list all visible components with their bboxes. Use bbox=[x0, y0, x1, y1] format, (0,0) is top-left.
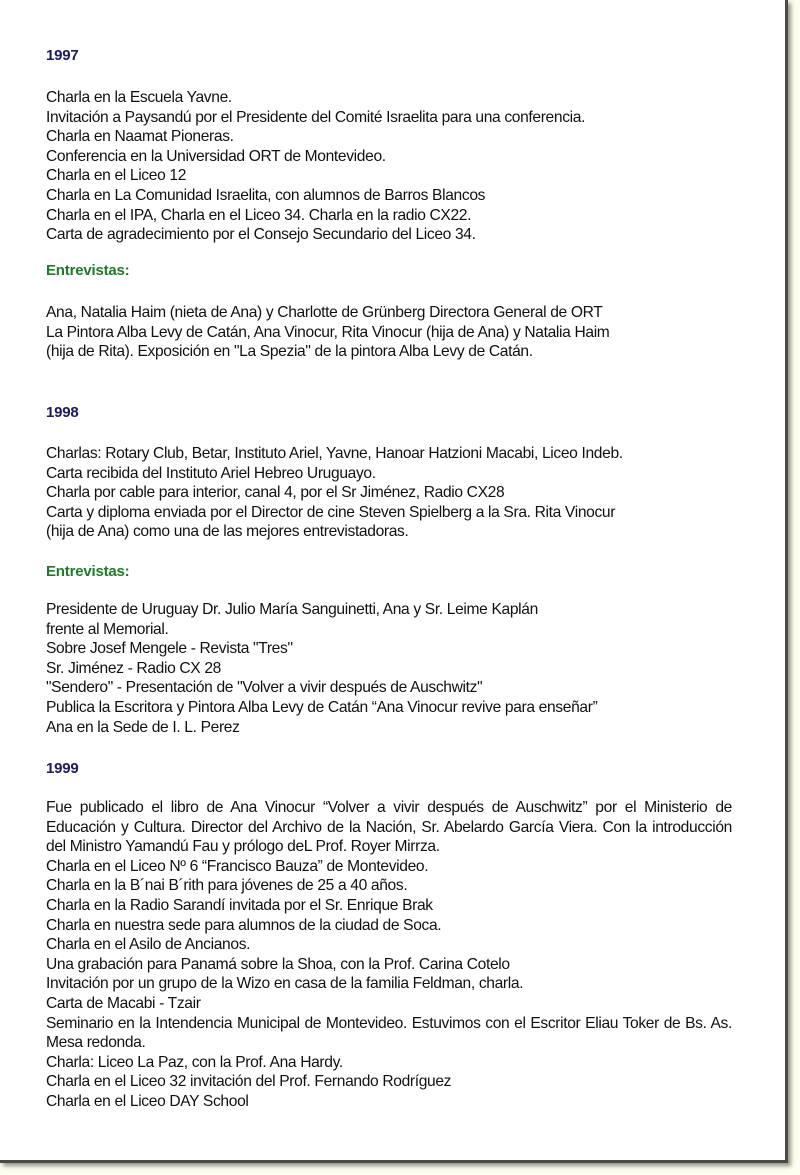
list-item: Carta de agradecimiento por el Consejo Secundario del Liceo 34. bbox=[46, 226, 476, 244]
list-item: Carta de Macabi - Tzair bbox=[46, 994, 201, 1012]
list-item: Carta recibida del Instituto Ariel Hebreo Uruguayo. bbox=[46, 464, 376, 482]
list-item: Invitación a Paysandú por el Presidente del Comité Israelita para una conferencia. bbox=[46, 108, 586, 126]
seminar-paragraph: Seminario en la Intendencia Municipal de Montevideo. Estuvimos con el Escritor Eliau Toker de Bs. As. Mesa redonda. bbox=[46, 1014, 732, 1052]
list-item: Charla en la Radio Sarandí invitada por el Sr. Enrique Brak bbox=[46, 896, 433, 914]
list-item: Sobre Josef Mengele - Revista "Tres" bbox=[46, 640, 293, 658]
list-item: Charla en el Liceo 12 bbox=[46, 167, 187, 185]
activities-1999 bbox=[46, 798, 746, 1112]
list-item: Charla en el IPA, Charla en el Liceo 34. Charla en la radio CX22. bbox=[46, 206, 472, 224]
list-item: "Sendero" - Presentación de "Volver a vivir después de Auschwitz" bbox=[46, 679, 483, 697]
activities-1998 bbox=[46, 444, 746, 542]
list-item: Charla en la B´nai B´rith para jóvenes de 25 a 40 años. bbox=[46, 877, 408, 895]
book-publication-paragraph: Fue publicado el libro de Ana Vinocur “Volver a vivir después de Auschwitz” por el Ministerio de Educación y Cultura. Director del Archivo de la Nación, Sr. Abelardo García Viera. Con la introducción del Ministro Yamandú Fau y prólogo deL Prof. Royer Mirrza. bbox=[46, 799, 732, 856]
list-item: Invitación por un grupo de la Wizo en casa de la familia Feldman, charla. bbox=[46, 975, 524, 993]
list-item: Charla: Liceo La Paz, con la Prof. Ana Hardy. bbox=[46, 1053, 343, 1071]
list-item: La Pintora Alba Levy de Catán, Ana Vinocur, Rita Vinocur (hija de Ana) y Natalia Haim bbox=[46, 323, 610, 341]
year-heading-1999: 1999 bbox=[46, 760, 79, 777]
list-item: Charla en la Escuela Yavne. bbox=[46, 89, 232, 106]
list-item: Charla en el Liceo 32 invitación del Prof. Fernando Rodríguez bbox=[46, 1073, 452, 1091]
activities-1997 bbox=[46, 88, 746, 245]
list-item: Charla en el Liceo Nº 6 “Francisco Bauza” de Montevideo. bbox=[46, 857, 429, 875]
list-item: Charla en el Asilo de Ancianos. bbox=[46, 936, 251, 954]
list-item: Charla por cable para interior, canal 4, por el Sr Jiménez, Radio CX28 bbox=[46, 484, 505, 502]
list-item: (hija de Rita). Exposición en "La Spezia" de la pintora Alba Levy de Catán. bbox=[46, 343, 533, 361]
list-item: (hija de Ana) como una de las mejores entrevistadoras. bbox=[46, 523, 409, 541]
interviews-heading-1997: Entrevistas: bbox=[46, 262, 130, 279]
year-heading-1998: 1998 bbox=[46, 404, 79, 421]
list-item: Charlas: Rotary Club, Betar, Instituto Ariel, Yavne, Hanoar Hatzioni Macabi, Liceo Indeb. bbox=[46, 445, 623, 462]
list-item: Charla en Naamat Pioneras. bbox=[46, 128, 234, 146]
year-heading-1997: 1997 bbox=[46, 47, 79, 64]
list-item: Sr. Jiménez - Radio CX 28 bbox=[46, 659, 221, 677]
list-item: Presidente de Uruguay Dr. Julio María Sanguinetti, Ana y Sr. Leime Kaplán bbox=[46, 601, 538, 618]
list-item: Charla en el Liceo DAY School bbox=[46, 1092, 249, 1110]
interviews-1998 bbox=[46, 600, 746, 737]
list-item: Ana en la Sede de I. L. Perez bbox=[46, 718, 240, 736]
list-item: Publica la Escritora y Pintora Alba Levy de Catán “Ana Vinocur revive para enseñar” bbox=[46, 698, 598, 716]
interviews-1997 bbox=[46, 303, 746, 362]
list-item: Ana, Natalia Haim (nieta de Ana) y Charlotte de Grünberg Directora General de ORT bbox=[46, 304, 603, 321]
list-item: Charla en nuestra sede para alumnos de la ciudad de Soca. bbox=[46, 916, 442, 934]
list-item: Carta y diploma enviada por el Director de cine Steven Spielberg a la Sra. Rita Vinocur bbox=[46, 503, 616, 521]
interviews-heading-1998: Entrevistas: bbox=[46, 563, 130, 580]
list-item: Una grabación para Panamá sobre la Shoa, con la Prof. Carina Cotelo bbox=[46, 955, 510, 973]
list-item: Charla en La Comunidad Israelita, con alumnos de Barros Blancos bbox=[46, 186, 486, 204]
list-item: frente al Memorial. bbox=[46, 620, 169, 638]
list-item: Conferencia en la Universidad ORT de Montevideo. bbox=[46, 147, 386, 165]
